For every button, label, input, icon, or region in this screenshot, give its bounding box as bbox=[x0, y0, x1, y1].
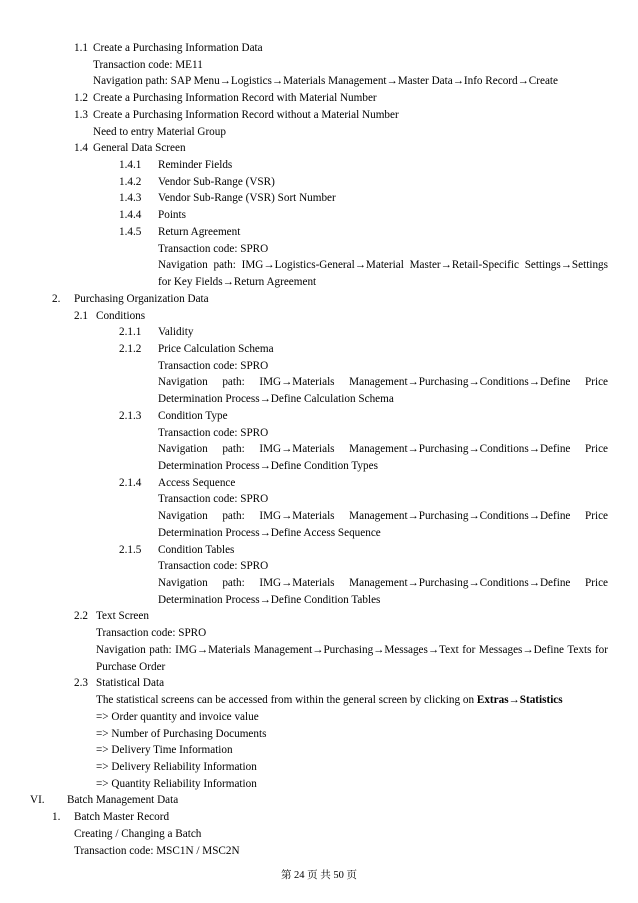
line-text-content: Conditions bbox=[96, 309, 146, 322]
line-text bbox=[158, 257, 608, 273]
line-text-content: Purchase Order bbox=[96, 660, 166, 673]
section-number: 2.1 bbox=[74, 309, 88, 322]
line-text-content: => Order quantity and invoice value bbox=[96, 710, 259, 723]
section-number: 2.1.2 bbox=[119, 342, 142, 355]
line-text bbox=[158, 425, 268, 441]
line-text-content: Transaction code: SPRO bbox=[158, 242, 269, 255]
line-text-content: Need to entry Material Group bbox=[93, 125, 226, 138]
line-text-content: Determination Process→Define Calculation Schema bbox=[158, 393, 394, 406]
line-text bbox=[158, 391, 394, 407]
section-number: 1.4.4 bbox=[119, 209, 142, 222]
line-text bbox=[74, 291, 209, 307]
line-text bbox=[158, 491, 268, 507]
section-number: 1. bbox=[52, 811, 61, 824]
line-text bbox=[67, 792, 178, 808]
section-number: 1.4.3 bbox=[119, 192, 142, 205]
line-text-content: Creating / Changing a Batch bbox=[74, 827, 202, 840]
line-text-content: Transaction code: SPRO bbox=[158, 493, 269, 506]
line-text-content: Transaction code: SPRO bbox=[96, 627, 207, 640]
line-text bbox=[93, 40, 263, 56]
line-text-content: Transaction code: SPRO bbox=[158, 560, 269, 573]
line-text bbox=[96, 759, 257, 775]
line-text bbox=[96, 308, 145, 324]
section-number: 2.1.1 bbox=[119, 326, 142, 339]
line-text bbox=[158, 341, 274, 357]
line-text bbox=[158, 542, 234, 558]
line-text bbox=[93, 73, 558, 89]
bold-menu-path: Extras→Statistics bbox=[476, 694, 563, 707]
line-text-content: Transaction code: MSC1N / MSC2N bbox=[74, 844, 240, 857]
line-text-content: Vendor Sub-Range (VSR) Sort Number bbox=[158, 192, 336, 205]
line-text bbox=[158, 174, 275, 190]
line-text-content: Navigation path: IMG→Materials Management→Purchasing→Conditions→Define Price bbox=[158, 577, 608, 590]
line-text bbox=[158, 224, 240, 240]
page-footer: 第 24 页 共 50 页 bbox=[280, 870, 358, 881]
line-text bbox=[96, 709, 259, 725]
line-text-content: Transaction code: ME11 bbox=[93, 58, 203, 71]
line-text bbox=[93, 124, 226, 140]
line-text-content: Determination Process→Define Condition Tables bbox=[158, 593, 381, 606]
line-text bbox=[158, 475, 235, 491]
line-text-content: Transaction code: SPRO bbox=[158, 426, 269, 439]
line-text bbox=[158, 324, 193, 340]
line-text-content: Access Sequence bbox=[158, 476, 236, 489]
line-text bbox=[96, 675, 164, 691]
line-text-content: The statistical screens can be accessed from within the general screen by clicking on bbox=[96, 694, 477, 707]
line-text bbox=[158, 558, 268, 574]
line-text bbox=[158, 190, 336, 206]
line-text bbox=[158, 592, 380, 608]
section-number: 1.3 bbox=[74, 108, 88, 121]
line-text bbox=[96, 642, 608, 658]
line-text-content: Navigation path: IMG→Materials Management→Purchasing→Messages→Text for Messages→Define Texts for bbox=[96, 643, 608, 656]
line-text bbox=[158, 458, 378, 474]
line-text bbox=[74, 843, 240, 859]
line-text-content: Create a Purchasing Information Data bbox=[93, 42, 263, 54]
section-number: 2.1.5 bbox=[119, 543, 142, 556]
line-text-content: Batch Master Record bbox=[74, 811, 170, 824]
line-text bbox=[96, 692, 563, 708]
section-number: 1.4.5 bbox=[119, 225, 142, 238]
line-text bbox=[158, 508, 608, 524]
line-text-content: Create a Purchasing Information Record without a Material Number bbox=[93, 108, 399, 121]
line-text-content: Navigation path: IMG→Materials Management→Purchasing→Conditions→Define Price bbox=[158, 510, 608, 523]
section-number: 2.3 bbox=[74, 677, 88, 690]
line-text-content: => Delivery Reliability Information bbox=[96, 760, 257, 773]
line-text bbox=[158, 274, 316, 290]
section-number: 2.1.3 bbox=[119, 409, 142, 422]
line-text bbox=[96, 608, 149, 624]
line-text-content: Determination Process→Define Access Sequence bbox=[158, 526, 381, 539]
line-text bbox=[93, 90, 377, 106]
line-text-content: Navigation path: IMG→Logistics-General→Material Master→Retail-Specific Settings→Settings bbox=[158, 259, 608, 272]
line-text bbox=[158, 358, 268, 374]
section-number: 1.1 bbox=[74, 42, 88, 54]
line-text-content: Points bbox=[158, 209, 186, 222]
line-text-content: Validity bbox=[158, 326, 194, 339]
line-text bbox=[74, 809, 169, 825]
line-text-content: Statistical Data bbox=[96, 677, 165, 690]
section-number: 1.4.1 bbox=[119, 159, 142, 172]
line-text bbox=[96, 776, 257, 792]
line-text-content: Batch Management Data bbox=[67, 794, 179, 807]
line-text bbox=[93, 140, 186, 156]
section-number: VI. bbox=[30, 794, 45, 807]
line-text bbox=[158, 575, 608, 591]
line-text bbox=[96, 659, 165, 675]
line-text bbox=[158, 207, 186, 223]
line-text-content: => Quantity Reliability Information bbox=[96, 777, 257, 790]
line-text bbox=[93, 107, 399, 123]
section-number: 2. bbox=[52, 292, 61, 305]
line-text bbox=[158, 157, 232, 173]
line-text-content: => Number of Purchasing Documents bbox=[96, 727, 267, 740]
section-number: 1.4 bbox=[74, 142, 88, 155]
line-text bbox=[158, 374, 608, 390]
line-text-content: Price Calculation Schema bbox=[158, 342, 274, 355]
line-text bbox=[158, 525, 381, 541]
line-text-content: Determination Process→Define Condition Types bbox=[158, 460, 378, 472]
line-text-content: Return Agreement bbox=[158, 225, 241, 238]
line-text bbox=[158, 241, 268, 257]
line-text-content: for Key Fields→Return Agreement bbox=[158, 276, 317, 289]
line-text-content: General Data Screen bbox=[93, 142, 186, 155]
line-text-content: Navigation path: IMG→Materials Management→Purchasing→Conditions→Define Price bbox=[158, 376, 608, 389]
line-text bbox=[93, 57, 203, 73]
section-number: 2.2 bbox=[74, 610, 88, 623]
section-number: 2.1.4 bbox=[119, 476, 142, 489]
line-text-content: Text Screen bbox=[96, 610, 149, 623]
section-number: 1.2 bbox=[74, 92, 88, 105]
line-text-content: Purchasing Organization Data bbox=[74, 292, 209, 305]
line-text bbox=[158, 408, 228, 424]
line-text bbox=[96, 742, 233, 758]
line-text-content: Reminder Fields bbox=[158, 159, 233, 172]
line-text-content: Condition Type bbox=[158, 409, 228, 422]
section-number: 1.4.2 bbox=[119, 175, 142, 188]
line-text-content: Vendor Sub-Range (VSR) bbox=[158, 175, 275, 188]
line-text-content: => Delivery Time Information bbox=[96, 744, 233, 757]
line-text bbox=[96, 625, 206, 641]
line-text-content: Create a Purchasing Information Record with Material Number bbox=[93, 92, 377, 105]
line-text-content: Transaction code: SPRO bbox=[158, 359, 269, 372]
line-text bbox=[96, 726, 266, 742]
line-text-content: Condition Tables bbox=[158, 543, 235, 556]
line-text bbox=[158, 441, 608, 457]
line-text-content: Navigation path: SAP Menu→Logistics→Materials Management→Master Data→Info Record→Create bbox=[93, 75, 558, 88]
line-text bbox=[74, 826, 201, 842]
line-text-content: Navigation path: IMG→Materials Management→Purchasing→Conditions→Define Price bbox=[158, 443, 608, 456]
